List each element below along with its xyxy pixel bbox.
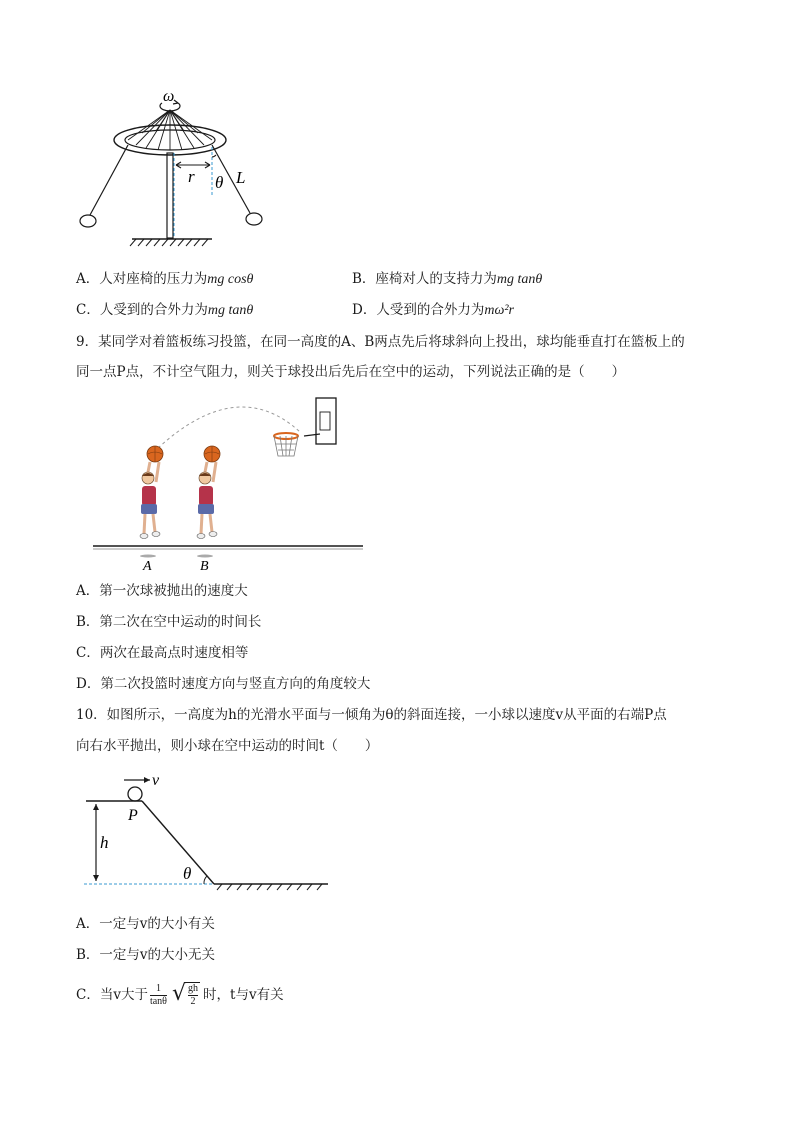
swing-ride-figure — [70, 85, 280, 250]
q8-option-d-math: mω²r — [484, 303, 514, 318]
fraction-one-over-tan — [150, 983, 167, 1008]
P-label: P — [128, 807, 138, 824]
r-label: r — [188, 167, 195, 186]
omega-label: ω — [163, 88, 175, 105]
q10-option-c-prefix: C．当v大于 — [76, 987, 148, 1003]
sqrt-numerator: gh — [188, 983, 199, 994]
h-label: h — [100, 833, 109, 852]
fraction-denominator: tanθ — [149, 996, 167, 1007]
q8-option-c-math: mg tanθ — [207, 303, 254, 318]
sqrt-sign-icon: √ — [171, 981, 187, 1006]
q8-option-b-text: B．座椅对人的支持力为 — [352, 271, 497, 287]
q8-option-a-text: A．人对座椅的压力为 — [76, 271, 208, 287]
fraction-numerator: 1 — [150, 983, 167, 996]
q10-stem-line2: 向右水平抛出，则小球在空中运动的时间t（ ） — [76, 738, 379, 754]
L-label: L — [236, 168, 246, 187]
q9-stem-line1: 9．某同学对着篮板练习投篮，在同一高度的A、B两点先后将球斜向上投出，球均能垂直打在篮板上的 — [76, 334, 685, 350]
v-label: v — [152, 772, 160, 789]
q8-option-a-math: mg cosθ — [207, 272, 254, 287]
q8-option-c[interactable] — [76, 301, 253, 320]
q8-option-d-text: D．人受到的合外力为 — [352, 302, 485, 318]
player-b — [197, 446, 220, 539]
q9-stem-line2: 同一点P点，不计空气阻力，则关于球投出后先后在空中的运动，下列说法正确的是（ ） — [76, 364, 626, 380]
q9-option-c[interactable]: C．两次在最高点时速度相等 — [76, 645, 249, 661]
q9-option-d[interactable]: D．第二次投篮时速度方向与竖直方向的角度较大 — [76, 676, 371, 692]
q8-option-b-math: mg tanθ — [496, 272, 543, 287]
q8-option-b[interactable] — [352, 270, 542, 289]
q9-option-a[interactable]: A．第一次球被抛出的速度大 — [76, 583, 248, 599]
sqrt-denominator: 2 — [190, 996, 196, 1007]
basketball-figure — [88, 390, 373, 575]
player-a — [140, 446, 163, 539]
theta-angle-label: θ — [183, 864, 192, 883]
theta-label: θ — [215, 173, 224, 192]
q10-option-b[interactable]: B．一定与v的大小无关 — [76, 947, 216, 963]
q10-option-c-suffix: 时，t与v有关 — [203, 987, 284, 1003]
sqrt-gh-over-2 — [172, 982, 200, 1009]
incline-figure — [76, 768, 336, 893]
q10-stem-line1: 10．如图所示，一高度为h的光滑水平面与一倾角为θ的斜面连接，一小球以速度v从平面的右端P点 — [76, 707, 667, 723]
point-b-label: B — [200, 559, 209, 574]
q10-option-c[interactable] — [76, 982, 284, 1009]
q8-option-c-text: C．人受到的合外力为 — [76, 302, 208, 318]
q9-option-b[interactable]: B．第二次在空中运动的时间长 — [76, 614, 262, 630]
q8-option-a[interactable] — [76, 270, 253, 289]
q10-option-a[interactable]: A．一定与v的大小有关 — [76, 916, 215, 932]
q8-option-d[interactable] — [352, 301, 514, 320]
point-a-label: A — [143, 559, 152, 574]
